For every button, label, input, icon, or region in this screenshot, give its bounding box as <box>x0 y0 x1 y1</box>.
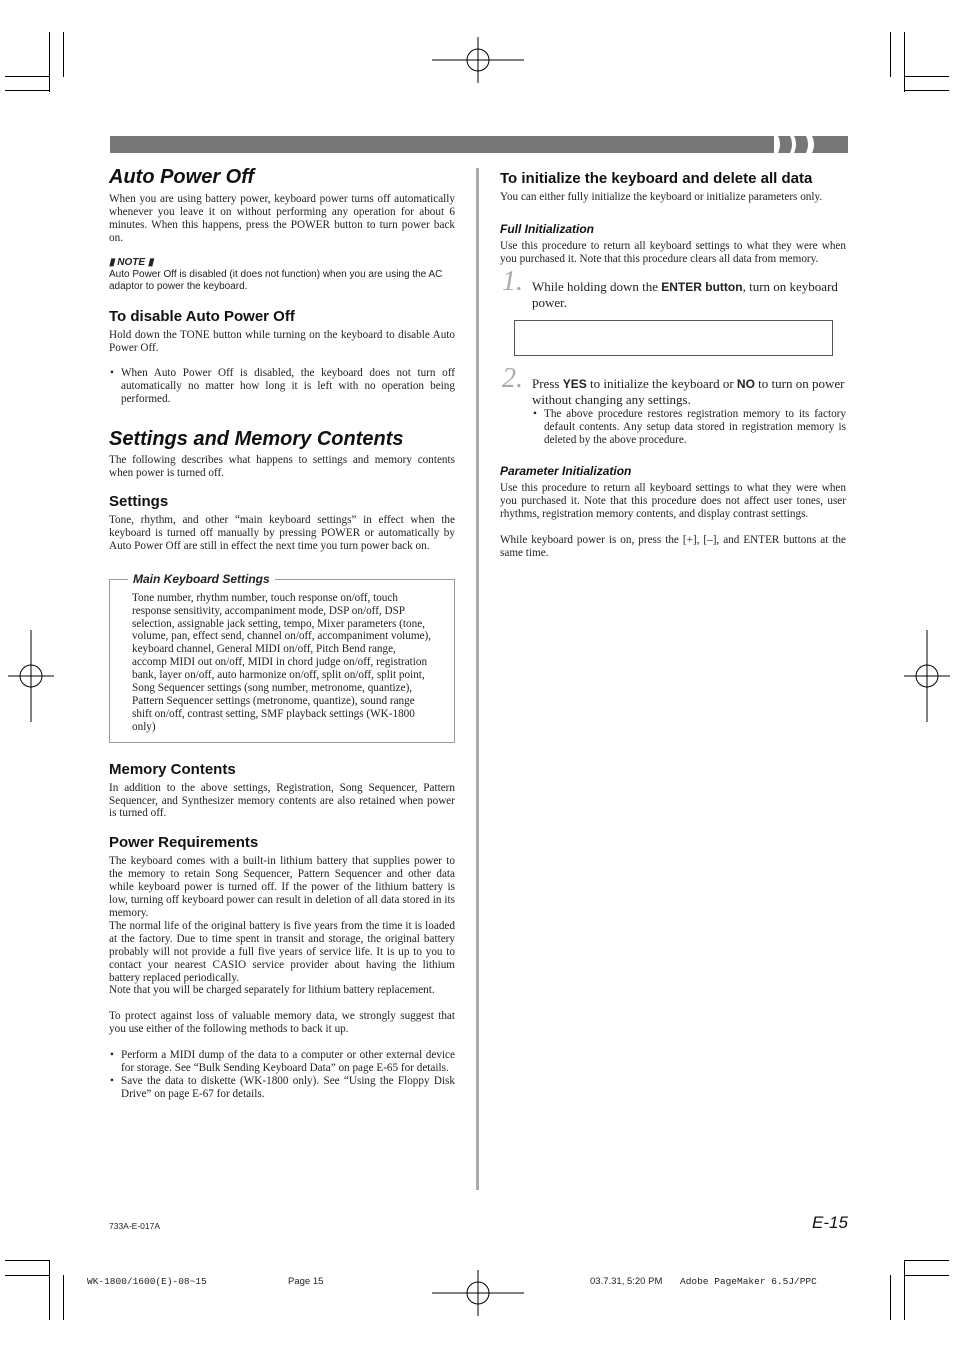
registration-mark-left <box>8 630 54 722</box>
settings-memory-title: Settings and Memory Contents <box>109 428 404 451</box>
full-init-body: Use this procedure to return all keyboard settings to what they were when you purchased it. Note that this procedure clears all data from memory. <box>500 239 846 265</box>
registration-mark-right <box>904 630 950 722</box>
disable-title: To disable Auto Power Off <box>109 307 295 325</box>
footer-app: Adobe PageMaker 6.5J/PPC <box>680 1276 817 1287</box>
column-divider <box>476 168 479 1190</box>
memory-contents-title: Memory Contents <box>109 760 236 778</box>
settings-memory-body: The following describes what happens to settings and memory contents when power is turned off. <box>109 454 455 480</box>
full-init-title: Full Initialization <box>500 221 594 236</box>
note-text: Auto Power Off is disabled (it does not function) when you are using the AC adaptor to power the keyboard. <box>109 268 443 293</box>
note-marker-icon: ▮ <box>109 256 118 268</box>
param-init-body: Use this procedure to return all keyboard settings to what they were when you purchased it. Note that this procedure does not affect user tones, user rhythms, registration memory contents, and display contrast settings. <box>500 482 846 521</box>
settings-title: Settings <box>109 492 169 510</box>
power-bullet-1: • Perform a MIDI dump of the data to a computer or other external device for storage. See “Bulk Sending Keyboard Data” on page E-65 for details. <box>109 1049 455 1075</box>
box-title: Main Keyboard Settings <box>128 572 275 586</box>
display-box <box>514 320 833 356</box>
registration-mark-top <box>432 37 524 83</box>
auto-power-off-title: Auto Power Off <box>109 166 255 188</box>
footer-page: Page 15 <box>288 1276 324 1287</box>
step-1-text: While holding down the ENTER button, turn on keyboard power. <box>532 278 838 310</box>
power-bullet-2: • Save the data to diskette (WK-1800 only). See “Using the Floppy Disk Drive” on page E-67 for details. <box>109 1075 455 1101</box>
init-body: You can either fully initialize the keyboard or initialize parameters only. <box>500 191 823 203</box>
main-keyboard-settings-box <box>109 571 455 743</box>
disable-bullet: • When Auto Power Off is disabled, the keyboard does not turn off automatically no matter how long it is left with no operation being performed. <box>109 367 455 406</box>
step-2 <box>500 362 846 407</box>
power-requirements-title: Power Requirements <box>109 834 259 852</box>
note-label: ▮ NOTE ▮ <box>109 256 154 268</box>
power-p2: The normal life of the original battery is five years from the time it is loaded at the factory. Due to time spent in transit and storage, the original battery probably will not provide a full five years of service life. It is up to you to contact your nearest CASIO service provider about having the lithium battery replaced periodically. <box>109 919 455 984</box>
box-text: Tone number, rhythm number, touch response on/off, touch response sensitivity, accompaniment mode, DSP on/off, DSP selection, assignable jack setting, tempo, Mixer parameters (tone, volume, pan, effect send, channel on/off, accompaniment volume), keyboard channel, General MIDI on/off, Pitch Bend range, accomp MIDI out on/off, MIDI in chord judge on/off, registration bank, layer on/off, auto harmonize on/off, split on/off, split point, Song Sequencer settings (song number, metronome, quantize), Pattern Sequencer settings (metronome, quantize), sound range shift on/off, contrast setting, SMF playback settings (WK-1800 only) <box>132 591 432 733</box>
step-2-text: Press YES to initialize the keyboard or NO to turn on power without changing any settings. <box>532 375 845 407</box>
step-1-number: 1. <box>502 265 523 297</box>
registration-mark-bottom <box>432 1270 524 1316</box>
footer-date: 03.7.31, 5:20 PM <box>590 1276 663 1287</box>
page-number: E-15 <box>812 1213 848 1232</box>
left-column <box>109 166 455 1101</box>
footer-file: WK-1800/1600(E)-08~15 <box>87 1276 207 1287</box>
power-p4: To protect against loss of valuable memory data, we strongly suggest that you use either of the following methods to back it up. <box>109 1010 455 1036</box>
step-1 <box>500 265 846 310</box>
note <box>109 257 455 294</box>
auto-power-off-body: When you are using battery power, keyboard power turns off automatically whenever you leave it on without performing any operation for about 6 minutes. When this happens, press the POWER button to turn power back on. <box>109 193 455 244</box>
right-column <box>500 170 846 560</box>
footer-code: 733A-E-017A <box>109 1221 161 1231</box>
memory-contents-body: In addition to the above settings, Registration, Song Sequencer, Pattern Sequencer, and Synthesizer memory contents are also retained when power is turned off. <box>109 781 455 820</box>
settings-body: Tone, rhythm, and other “main keyboard settings” in effect when the keyboard is turned off manually by pressing POWER or automatically by Auto Power Off are still in effect the next time you turn power back on. <box>109 513 455 552</box>
param-init-body-2: While keyboard power is on, press the [+], [–], and ENTER buttons at the same time. <box>500 534 846 560</box>
step-2-bullet: • The above procedure restores registration memory to its factory default contents. Any setup data stored in registration memory is deleted by the above procedure. <box>532 408 846 447</box>
init-title: To initialize the keyboard and delete all data <box>500 170 813 187</box>
power-p3: Note that you will be charged separately for lithium battery replacement. <box>109 984 435 997</box>
disable-body: Hold down the TONE button while turning on the keyboard to disable Auto Power Off. <box>109 328 455 354</box>
power-p1: The keyboard comes with a built-in lithium battery that supplies power to the memory to retain Song Sequencer, Pattern Sequencer and other data while keyboard power is turned off. If the power of the lithium battery is low, turning off keyboard power can result in deletion of all data stored in its memory. <box>109 855 455 919</box>
step-2-number: 2. <box>502 362 523 394</box>
header-bar <box>110 136 850 154</box>
param-init-title: Parameter Initialization <box>500 464 632 479</box>
